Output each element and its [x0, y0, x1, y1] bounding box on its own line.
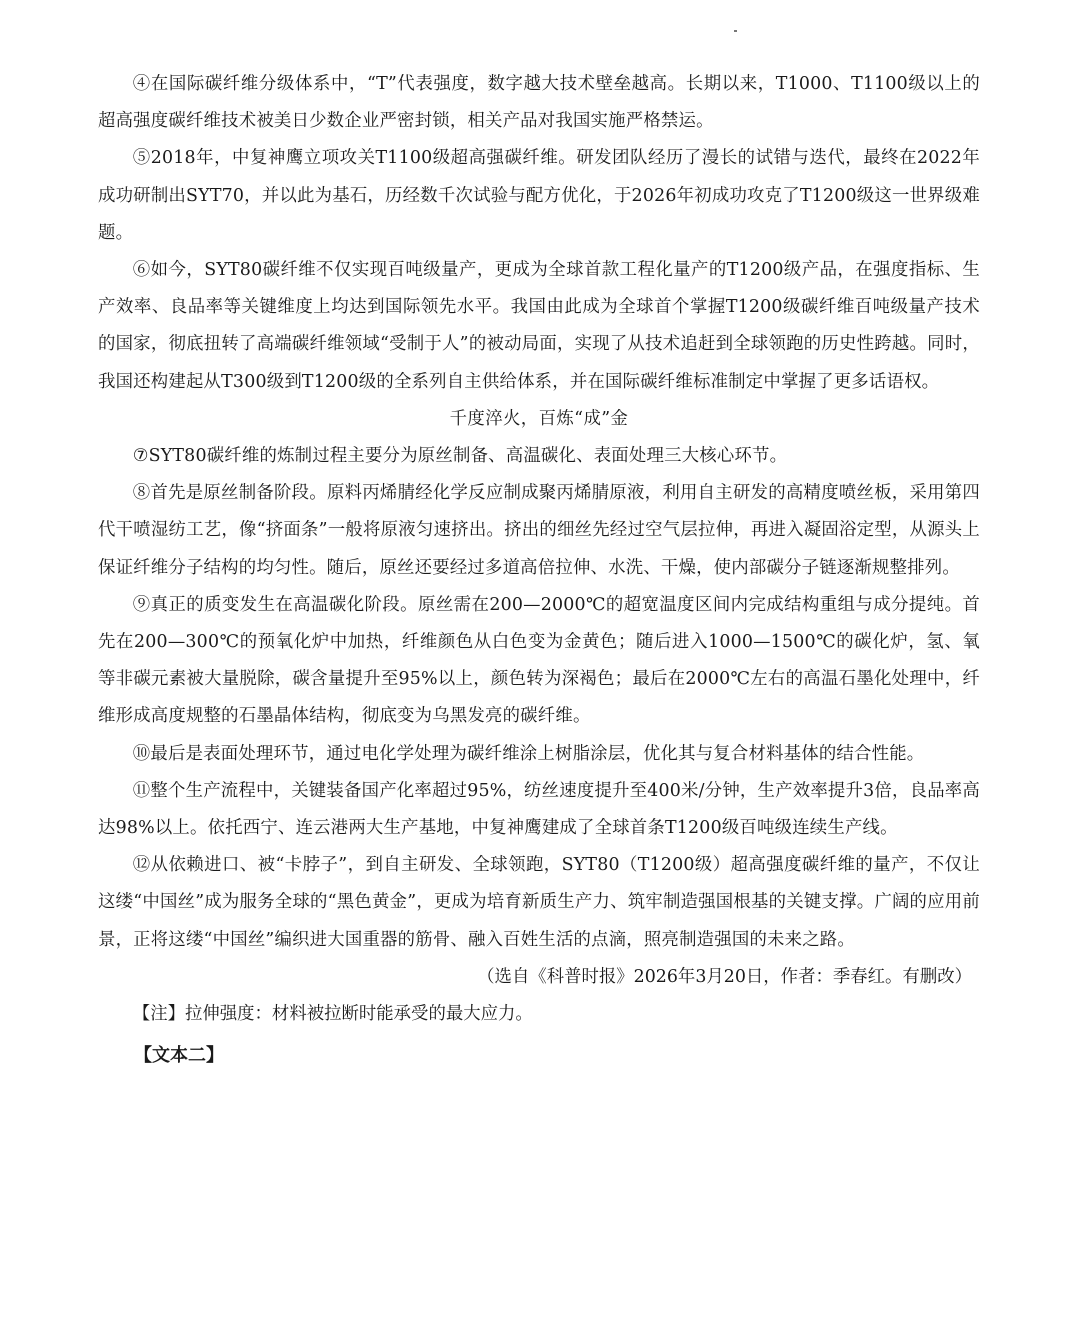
paragraph-7: ⑦SYT80碳纤维的炼制过程主要分为原丝制备、高温碳化、表面处理三大核心环节。	[132, 446, 788, 467]
text-two-label: 【文本二】	[134, 1045, 224, 1067]
paragraph-12: ⑫从依赖进口、被“卡脖子”，到自主研发、全球领跑，SYT80（T1200级）超高强度碳纤维的量产，不仅让这缕“中国丝”成为服务全球的“黑色黄金”，更成为培育新质生产力、筑牢制造强国根基的关键支撑。广阔的应用前景，正将这缕“中国丝”编织进大国重器的筋骨、融入百姓生活的点滴，照亮制造强国的未来之路。	[98, 855, 980, 950]
section-heading: 千度淬火，百炼“成”金	[449, 408, 629, 429]
paragraph-9: ⑨真正的质变发生在高温碳化阶段。原丝需在200—2000℃的超宽温度区间内完成结构重组与成分提纯。首先在200—300℃的预氧化炉中加热，纤维颜色从白色变为金黄色；随后进入1000—1500℃的碳化炉，氢、氧等非碳元素被大量脱除，碳含量提升至95%以上，颜色转为深褐色；最后在2000℃左右的高温石墨化处理中，纤维形成高度规整的石墨晶体结构，彻底变为乌黑发亮的碳纤维。	[98, 594, 980, 727]
source-citation: （选自《科普时报》2026年3月20日，作者：季春红。有删改）	[477, 966, 972, 987]
paragraph-5: ⑤2018年，中复神鹰立项攻关T1100级超高强碳纤维。研发团队经历了漫长的试错与迭代，最终在2022年成功研制出SYT70，并以此为基石，历经数千次试验与配方优化，于2026年初成功攻克了T1200级这一世界级难题。	[98, 148, 980, 243]
paragraph-6: ⑥如今，SYT80碳纤维不仅实现百吨级量产，更成为全球首款工程化量产的T1200级产品，在强度指标、生产效率、良品率等关键维度上均达到国际领先水平。我国由此成为全球首个掌握T1200级碳纤维百吨级量产技术的国家，彻底扭转了高端碳纤维领域“受制于人”的被动局面，实现了从技术追赶到全球领跑的历史性跨越。同时，我国还构建起从T300级到T1200级的全系列自主供给体系，并在国际碳纤维标准制定中掌握了更多话语权。	[98, 260, 980, 392]
paragraph-10: ⑩最后是表面处理环节，通过电化学处理为碳纤维涂上树脂涂层，优化其与复合材料基体的结合性能。	[132, 743, 925, 764]
paragraph-8: ⑧首先是原丝制备阶段。原料丙烯腈经化学反应制成聚丙烯腈原液，利用自主研发的高精度喷丝板，采用第四代干喷湿纺工艺，像“挤面条”一般将原液匀速挤出。挤出的细丝先经过空气层拉伸，再进入凝固浴定型，从源头上保证纤维分子结构的均匀性。随后，原丝还要经过多道高倍拉伸、水洗、干燥，使内部碳分子链逐渐规整排列。	[98, 483, 980, 578]
footnote: 【注】拉伸强度：材料被拉断时能承受的最大应力。	[132, 1004, 533, 1025]
paragraph-11: ⑪整个生产流程中，关键装备国产化率超过95%，纺丝速度提升至400米/分钟，生产效率提升3倍，良品率高达98%以上。依托西宁、连云港两大生产基地，中复神鹰建成了全球首条T1200级百吨级连续生产线。	[98, 780, 980, 839]
paragraph-4: ④在国际碳纤维分级体系中，“T”代表强度，数字越大技术壁垒越高。长期以来，T1000、T1100级以上的超高强度碳纤维技术被美日少数企业严密封锁，相关产品对我国实施严格禁运。	[98, 74, 980, 132]
scan-mark	[734, 30, 737, 32]
document-page	[98, 66, 980, 1074]
